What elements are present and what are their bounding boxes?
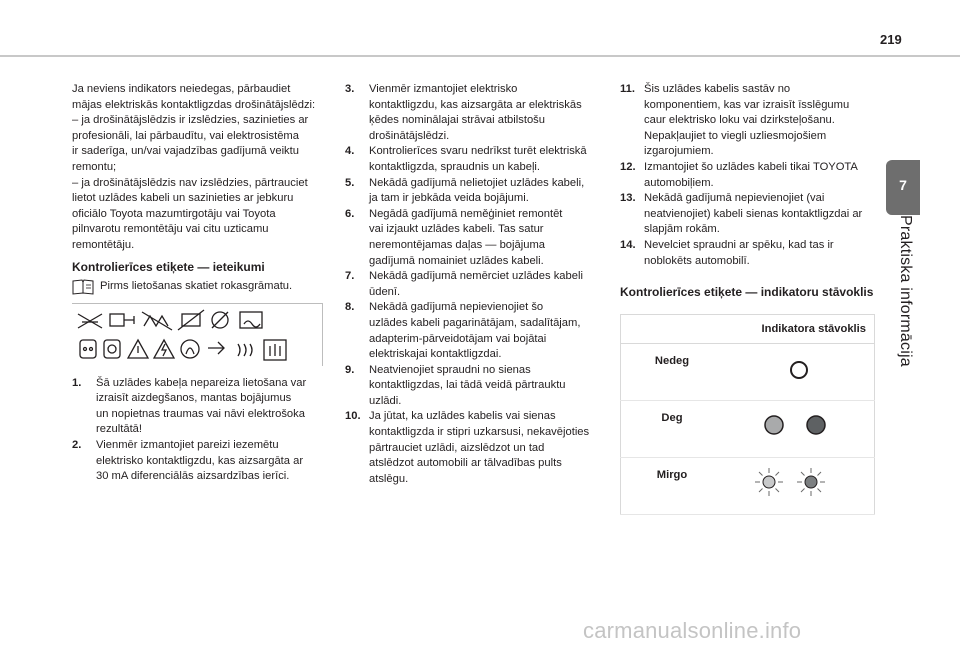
chapter-tab[interactable]: 7	[886, 160, 920, 215]
note-text: Pirms lietošanas skatiet rokasgrāmatu.	[100, 279, 293, 292]
no-disassemble-icon	[212, 312, 228, 328]
item-number: 5.	[345, 176, 355, 189]
instruction-list-left	[72, 376, 324, 485]
intro-line: Ja neviens indikators neiedegas, pārbaudiet	[72, 83, 291, 95]
list-item	[72, 438, 324, 485]
list-item	[345, 82, 600, 144]
header-rule	[0, 55, 960, 57]
item-text: Neatvienojiet spraudni no sienas kontaktligzdas, lai tādā veidā pārtrauktu uzlādi.	[369, 363, 566, 407]
item-text: Nevelciet spraudni ar spēku, kad tas ir noblokēts automobilī.	[644, 238, 834, 267]
column-middle	[345, 82, 600, 487]
table-row	[621, 344, 875, 401]
item-text: Nekādā gadījumā nelietojiet uzlādes kabeli, ja tam ir jebkāda veida bojājumi.	[369, 176, 585, 205]
intro-line: – ja drošinātājslēdzis ir izslēdzies, sazinieties ar	[72, 114, 309, 127]
intro-line: pilnvarotu remontētāju vai citu uzticamu	[72, 223, 269, 236]
item-number: 7.	[345, 270, 355, 283]
lamp-on-icon	[754, 405, 844, 441]
fire-hazard-icon	[181, 340, 199, 358]
manual-book-icon	[72, 279, 94, 295]
item-number: 12.	[620, 160, 636, 173]
electric-hazard-icon	[154, 340, 174, 358]
label-symbols-panel	[72, 303, 323, 366]
table-row	[621, 458, 875, 515]
plug-handle-icon	[110, 314, 134, 326]
item-number: 9.	[345, 363, 355, 376]
list-item	[72, 376, 324, 438]
instruction-list-middle	[345, 82, 600, 487]
status-label: Nedeg	[621, 344, 724, 401]
section-heading-indicator-status: Kontrolierīces etiķete — indikatoru stāvoklis	[620, 285, 874, 300]
item-text: Ja jūtat, ka uzlādes kabelis vai sienas kontaktligzda ir stipri uzkarsusi, nekavējoties pārtrauciet uzlādi, aizslēdzot un tad atslēdzot automobili ar tālvadības pults atslēgu.	[369, 410, 590, 485]
intro-line: oficiālo Toyota mazumtirgotāju vai Toyota	[72, 207, 276, 220]
list-item	[345, 363, 600, 410]
list-item	[620, 191, 875, 238]
list-item	[620, 82, 875, 160]
table-header-row	[621, 315, 875, 344]
item-number: 8.	[345, 301, 355, 314]
label-symbols	[72, 304, 322, 366]
status-label: Mirgo	[621, 458, 724, 515]
item-text: Nekādā gadījumā nepievienojiet (vai neatvienojiet) kabeli sienas kontaktligzdai ar slapjām rokām.	[644, 192, 863, 236]
item-number: 6.	[345, 207, 355, 220]
item-text: Kontrolierīces svaru nedrīkst turēt elektriskā kontaktligzda, spraudnis un kabeļi.	[369, 145, 587, 173]
intro-paragraph	[72, 82, 324, 254]
dry-hands-icon	[264, 340, 286, 360]
instruction-list-right	[620, 82, 875, 269]
no-pull-icon	[208, 342, 224, 354]
outlet-icon	[80, 340, 96, 358]
item-number: 3.	[345, 83, 355, 95]
warning-icon	[128, 340, 148, 358]
item-number: 14.	[620, 238, 636, 251]
heat-warning-icon	[238, 344, 252, 356]
item-text: Šis uzlādes kabelis sastāv no komponentiem, kas var izraisīt īsslēgumu caur elektrisko loku vai dzirksteļošanu. Nepakļaujiet to viegli uzliesmojošiem izgarojumiem.	[644, 83, 850, 158]
list-item	[345, 409, 600, 487]
intro-line: profesionāli, lai pārbaudītu, vai elektrosistēma	[72, 129, 299, 142]
item-number: 1.	[72, 376, 82, 389]
intro-line: lietot uzlādes kabeli un sazinieties ar jebkuru	[72, 192, 294, 205]
list-item	[345, 176, 600, 207]
list-item	[620, 238, 875, 269]
item-number: 2.	[72, 438, 82, 451]
cable-water-icon	[78, 314, 102, 328]
list-item	[345, 300, 600, 362]
item-text: Šā uzlādes kabeļa nepareiza lietošana var izraisīt aizdegšanos, mantas bojājumus un nopietnas traumas vai nāvi elektrošoka rezultātā!	[96, 376, 307, 436]
item-number: 13.	[620, 192, 636, 205]
no-water-icon	[240, 312, 262, 328]
list-item	[345, 269, 600, 300]
indicator-status-table	[620, 314, 875, 515]
item-number: 11.	[620, 83, 635, 95]
note	[72, 279, 324, 295]
ring-off-icon	[779, 348, 819, 384]
column-right	[620, 82, 875, 515]
list-item	[345, 207, 600, 269]
list-item	[620, 160, 875, 191]
item-text: Izmantojiet šo uzlādes kabeli tikai TOYOTA automobiļiem.	[644, 160, 858, 189]
status-label: Deg	[621, 401, 724, 458]
no-adapter-icon	[178, 310, 204, 330]
item-number: 10.	[345, 410, 361, 423]
watermark: carmanualsonline.info	[583, 618, 802, 643]
item-text: Negādā gadījumā neměģiniet remontēt vai izjaukt uzlādes kabeli. Tas satur neremontējamas daļas — bojājuma gadījumā nomainiet uzlādes kabeli.	[369, 207, 563, 267]
page-number: 219	[880, 32, 902, 47]
column-left	[72, 82, 324, 485]
item-text: Vienmēr izmantojiet pareizi iezemētu elektrisko kontaktligzdu, kas aizsargāta ar 30 mA diferenciālās aizsardzības ierīci.	[96, 438, 304, 483]
item-text: Vienmēr izmantojiet elektrisko kontaktligzdu, kas aizsargāta ar elektriskās ķēdes nominālajai strāvai atbilstošu drošinātājslēdzi.	[369, 83, 582, 142]
intro-line: – ja drošinātājslēdzis nav izslēdzies, pārtrauciet	[72, 176, 308, 189]
no-extension-icon	[142, 312, 172, 330]
table-header: Indikatora stāvoklis	[621, 315, 875, 344]
intro-line: mājas elektriskās kontaktligzdas drošinātājslēdzi:	[72, 98, 316, 111]
intro-line: ir saderīga, un/vai vajadzības gadījumā veiktu	[72, 145, 299, 158]
item-text: Nekādā gadījumā nemērciet uzlādes kabeli ūdenī.	[369, 270, 583, 298]
intro-line: remontu;	[72, 160, 117, 173]
table-row	[621, 401, 875, 458]
chapter-title: Praktiska informācija	[897, 215, 914, 367]
section-heading-recommendations: Kontrolierīces etiķete — ieteikumi	[72, 259, 265, 274]
list-item	[345, 144, 600, 175]
outlet-ground-icon	[104, 340, 120, 358]
lamp-blink-icon	[749, 462, 849, 502]
item-text: Nekādā gadījumā nepievienojiet šo uzlādes kabeli pagarinātājam, sadalītājam, adapterim-pārveidotājam vai bojātai elektriskajai kontaktligzdai.	[369, 301, 581, 361]
intro-line: remontētāju.	[72, 238, 135, 251]
item-number: 4.	[345, 145, 355, 158]
